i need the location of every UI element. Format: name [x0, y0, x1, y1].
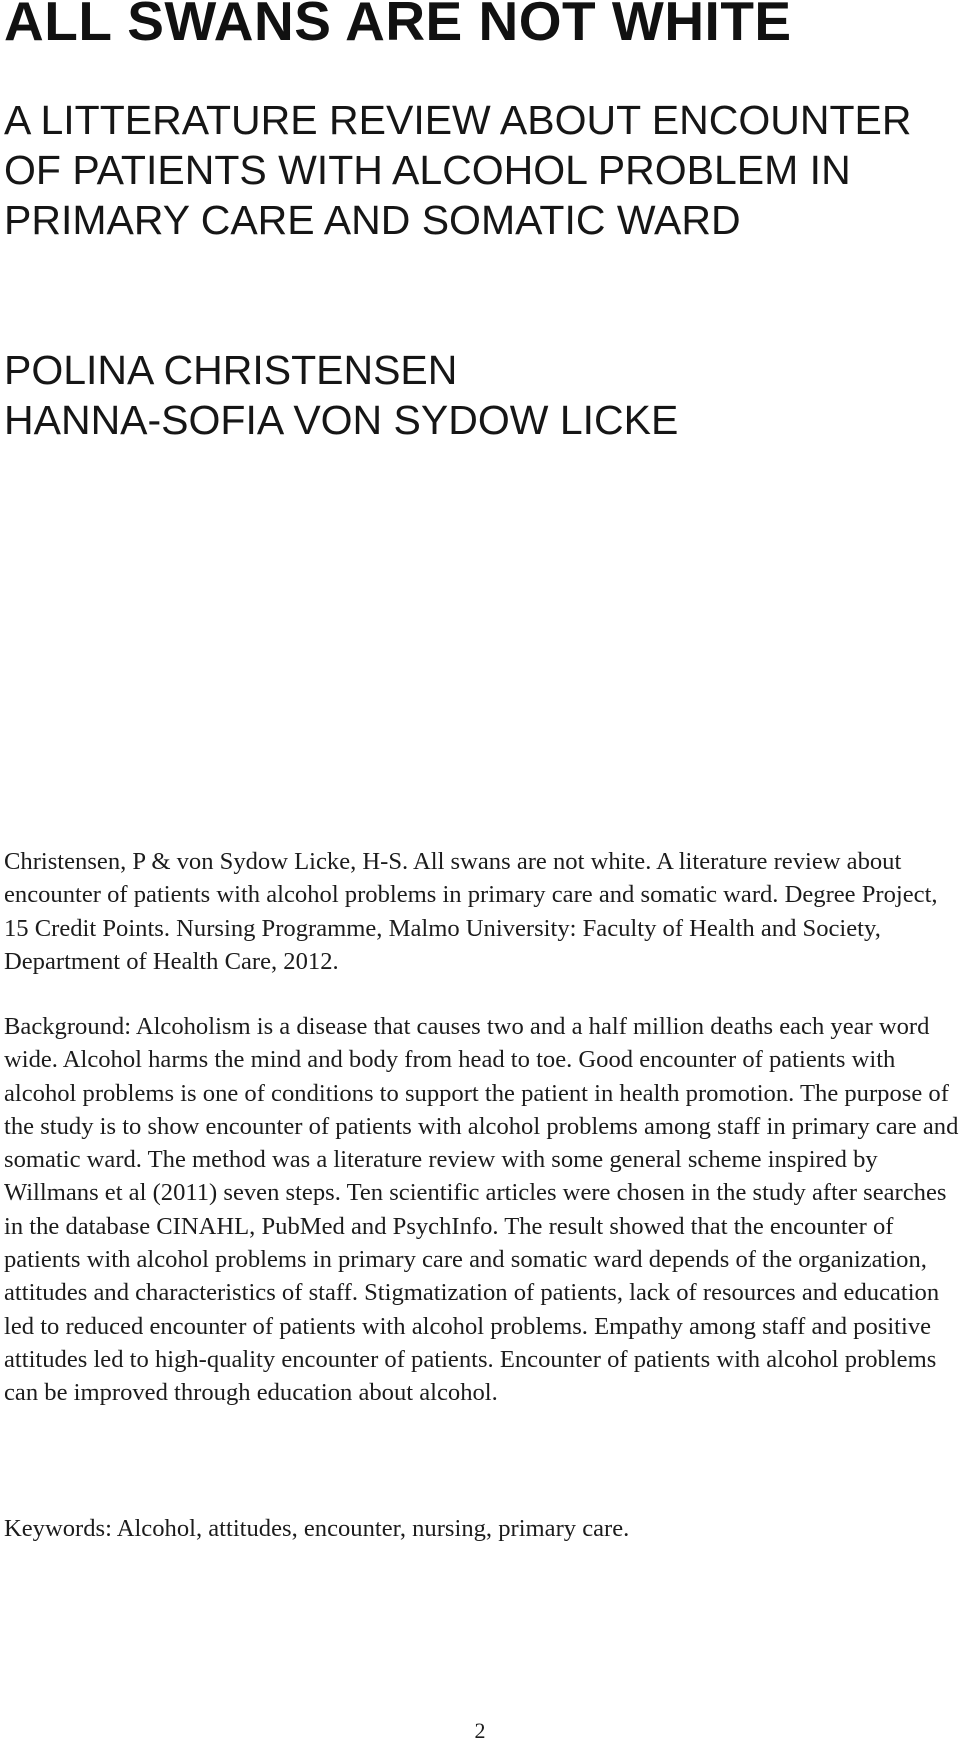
author-list [4, 345, 678, 445]
citation-paragraph: Christensen, P & von Sydow Licke, H-S. All swans are not white. A literature review about encounter of patients with alcohol problems in primary care and somatic ward. Degree Project, 15 Credit Points. Nursing Programme, Malmo University: Faculty of Health and Society, Department of Health Care, 2012. [4, 848, 938, 975]
author-name: POLINA CHRISTENSEN [4, 347, 458, 393]
page-number: 2 [474, 1718, 486, 1743]
author-name: HANNA-SOFIA VON SYDOW LICKE [4, 397, 679, 443]
abstract-paragraph: Background: Alcoholism is a disease that causes two and a half million deaths each year word wide. Alcohol harms the mind and body from head to toe. Good encounter of patients with alcohol problems is one of conditions to support the patient in health promotion. The purpose of the study is to show encounter of patients with alcohol problems among staff in primary care and somatic ward. The method was a literature review with some general scheme inspired by Willmans et al (2011) seven steps. Ten scientific articles were chosen in the study after searches in the database CINAHL, PubMed and PsychInfo. The result showed that the encounter of patients with alcohol problems in primary care and somatic ward depends of the organization, attitudes and characteristics of staff. Stigmatization of patients, lack of resources and education led to reduced encounter of patients with alcohol problems. Empathy among staff and positive attitudes led to high-quality encounter of patients. Encounter of patients with alcohol problems can be improved through education about alcohol. [4, 1013, 959, 1407]
document-subtitle: A LITTERATURE REVIEW ABOUT ENCOUNTER OF PATIENTS WITH ALCOHOL PROBLEM IN PRIMARY CARE AND SOMATIC WARD [4, 97, 912, 243]
keywords-line: Keywords: Alcohol, attitudes, encounter, nursing, primary care. [4, 1515, 630, 1542]
document-title: ALL SWANS ARE NOT WHITE [4, 0, 792, 52]
